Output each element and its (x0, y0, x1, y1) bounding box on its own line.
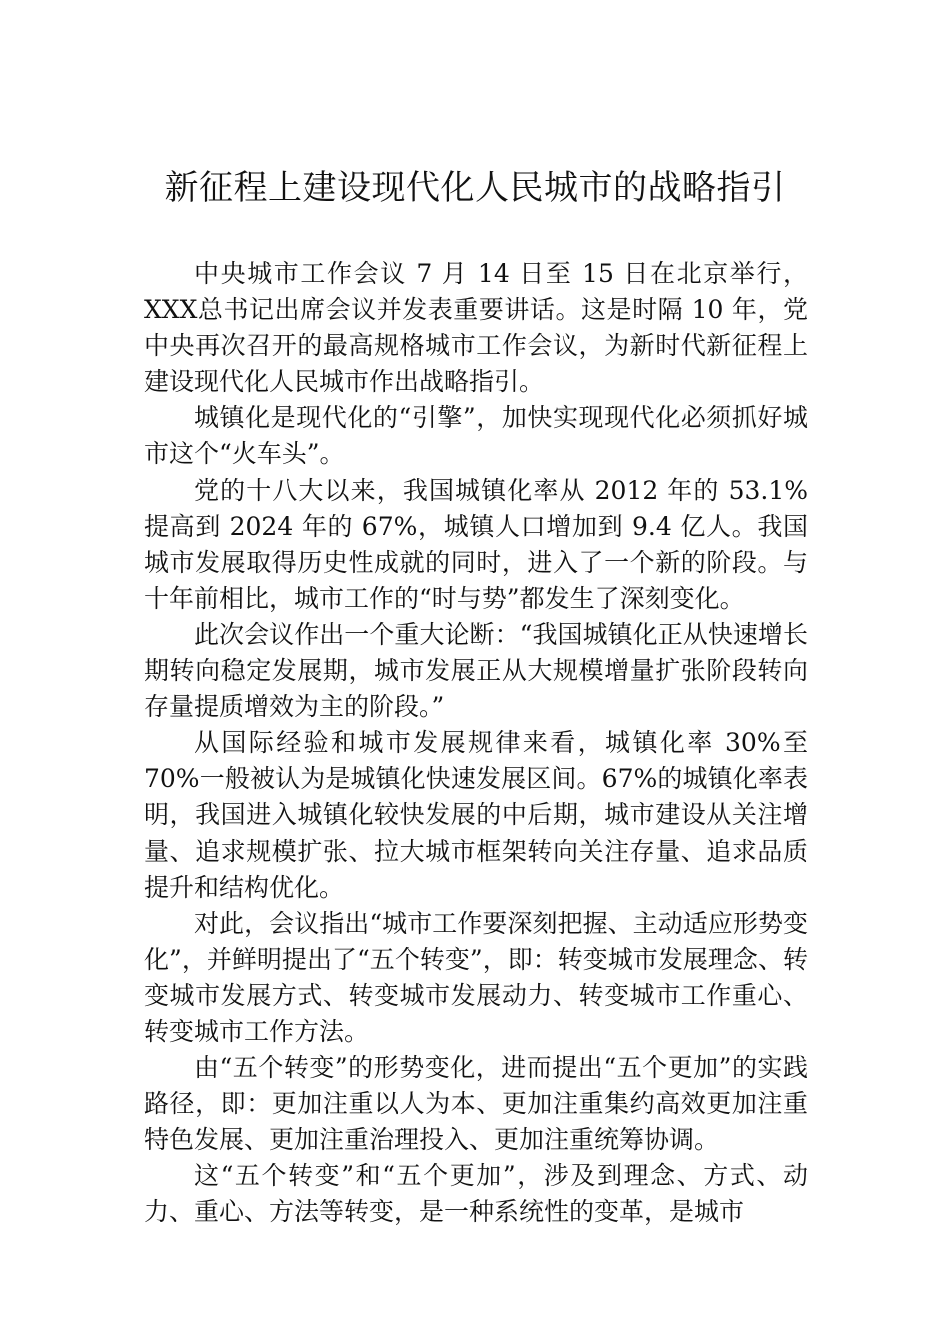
paragraph-6: 对此，会议指出“城市工作要深刻把握、主动适应形势变化”，并鲜明提出了“五个转变”，即：转变城市发展理念、转变城市发展方式、转变城市发展动力、转变城市工作重心、转变城市工作方法。 (144, 908, 808, 1046)
paragraph-8: 这“五个转变”和“五个更加”，涉及到理念、方式、动力、重心、方法等转变，是一种系统性的变革，是城市 (144, 1161, 808, 1227)
paragraph-3: 党的十八大以来，我国城镇化率从 2012 年的 53.1%提高到 2024 年的 67%，城镇人口增加到 9.4 亿人。我国城市发展取得历史性成就的同时，进入了一个新的阶段。与十年前相比，城市工作的“时与势”都发生了深刻变化。 (144, 475, 808, 613)
paragraph-7: 由“五个转变”的形势变化，进而提出“五个更加”的实践路径，即：更加注重以人为本、更加注重集约高效更加注重特色发展、更加注重治理投入、更加注重统筹协调。 (144, 1053, 809, 1155)
paragraph-5: 从国际经验和城市发展规律来看，城镇化率 30%至70%一般被认为是城镇化快速发展区间。67%的城镇化率表明，我国进入城镇化较快发展的中后期，城市建设从关注增量、追求规模扩张、拉大城市框架转向关注存量、追求品质提升和结构优化。 (144, 728, 808, 902)
paragraph-2: 城镇化是现代化的“引擎”，加快实现现代化必须抓好城市这个“火车头”。 (144, 403, 808, 469)
paragraph-4: 此次会议作出一个重大论断：“我国城镇化正从快速增长期转向稳定发展期，城市发展正从大规模增量扩张阶段转向存量提质增效为主的阶段。” (144, 619, 808, 722)
document-body (144, 256, 808, 1231)
document-title: 新征程上建设现代化人民城市的战略指引 (164, 168, 786, 208)
paragraph-1: 中央城市工作会议 7 月 14 日至 15 日在北京举行，XXX总书记出席会议并发表重要讲话。这是时隔 10 年，党中央再次召开的最高规格城市工作会议，为新时代新征程上建设现代化人民城市作出战略指引。 (144, 259, 808, 397)
